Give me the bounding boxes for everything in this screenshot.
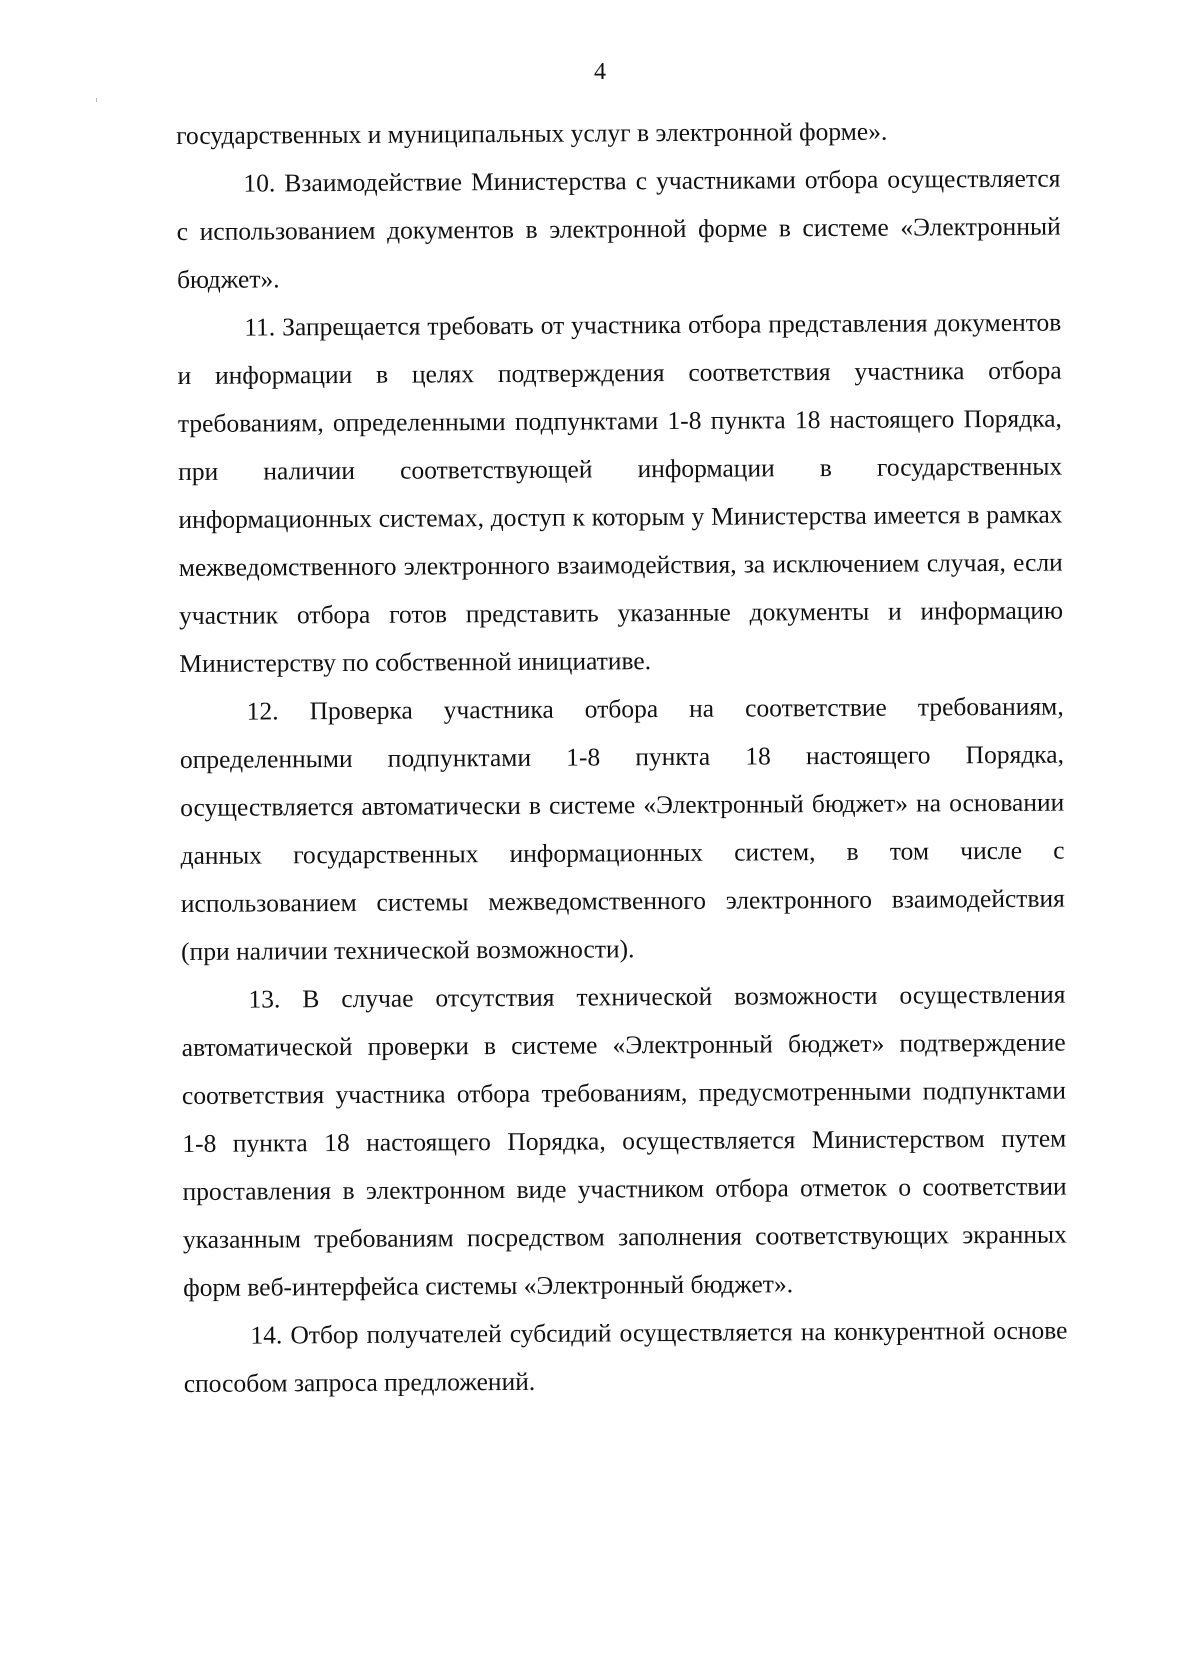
- paragraph-12: 12. Проверка участника отбора на соответствие требованиям, определенными подпунктами 1-8 пункта 18 настоящего Порядка, осуществляется автоматически в системе «Электронный бюджет» на основании данных государственных информационных систем, в том числе с использованием системы межведомственного электронного взаимодействия (при наличии технической возможности).: [179, 691, 1065, 966]
- document-body: [176, 107, 1068, 1408]
- paragraph-11: 11. Запрещается требовать от участника отбора представления документов и информации в целях подтверждения соответствия участника отбора требованиям, определенными подпунктами 1-8 пункта 18 настоящего Порядка, при наличии соответствующей информации в государственных информационных системах, доступ к которым у Министерства имеется в рамках межведомственного электронного взаимодействия, за исключением случая, если участник отбора готов представить указанные документы и информацию Министерству по собственной инициативе.: [177, 307, 1064, 678]
- paragraph-10: 10. Взаимодействие Министерства с участниками отбора осуществляется с использованием документов в электронной форме в системе «Электронный бюджет».: [176, 163, 1061, 294]
- page-number: 4: [594, 59, 606, 85]
- paragraph-continuation: государственных и муниципальных услуг в электронной форме».: [176, 116, 888, 150]
- paragraph-14: 14. Отбор получателей субсидий осуществляется на конкурентной основе способом запроса предложений.: [183, 1315, 1068, 1398]
- scan-margin-mark: [96, 98, 97, 102]
- paragraph-13: 13. В случае отсутствия технической возможности осуществления автоматической проверки в системе «Электронный бюджет» подтверждение соответствия участника отбора требованиям, предусмотренными подпунктами 1-8 пункта 18 настоящего Порядка, осуществляется Министерством путем проставления в электронном виде участником отбора отметок о соответствии указанным требованиям посредством заполнения соответствующих экранных форм веб-интерфейса системы «Электронный бюджет».: [181, 979, 1067, 1302]
